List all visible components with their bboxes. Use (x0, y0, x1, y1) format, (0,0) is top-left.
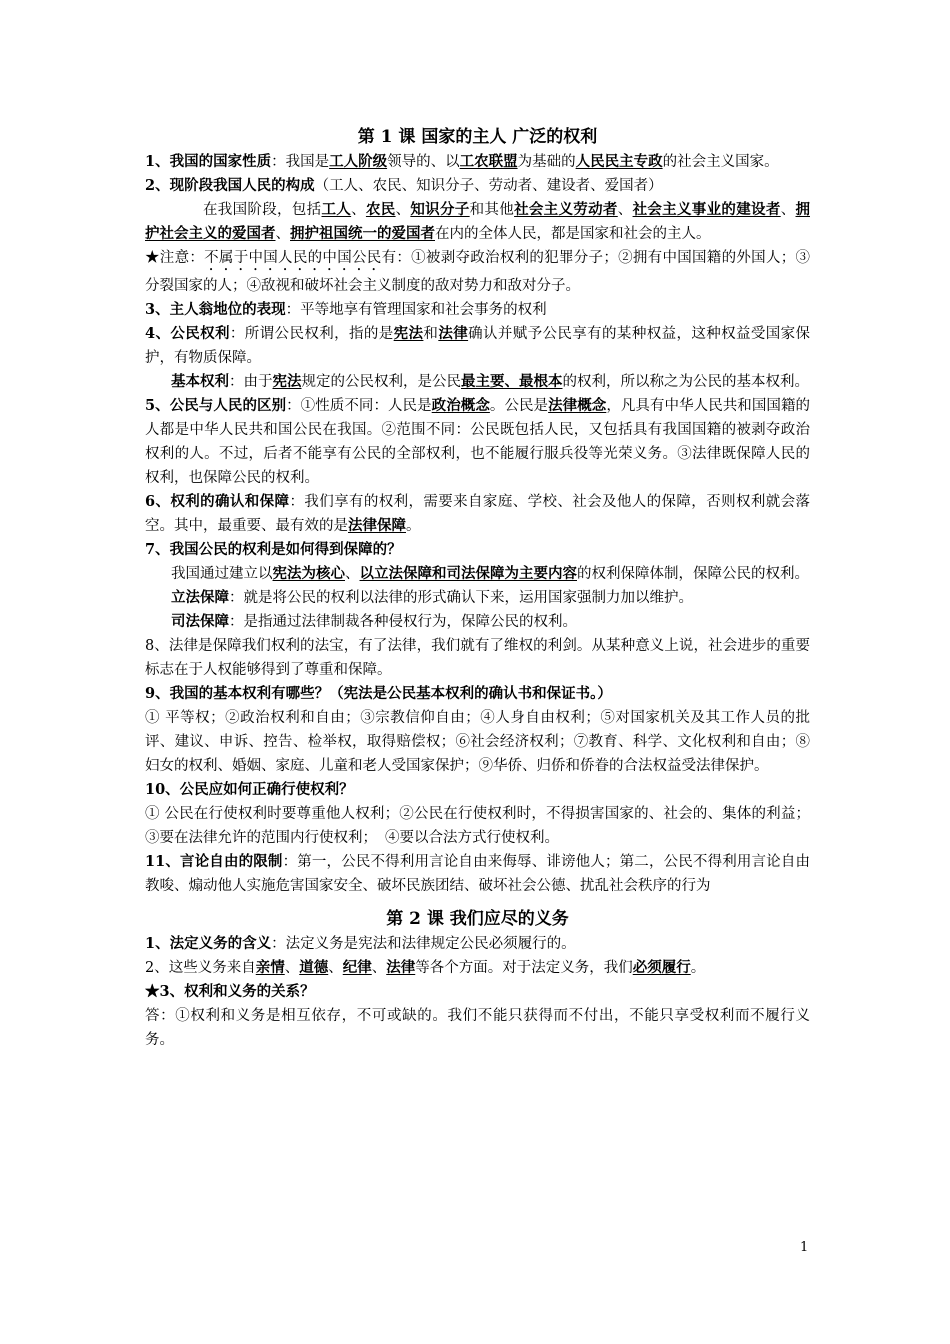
text: 、 (351, 202, 366, 218)
lesson2-title: 第 2 课 我们应尽的义务 (386, 909, 569, 929)
key-term: 法律 (386, 959, 416, 976)
text: ④要以合法方式行使权利。 (385, 830, 559, 846)
text: 规定的公民权利，是公民 (301, 374, 461, 390)
paragraph-rights-list: ① 平等权；②政治权利和自由；③宗教信仰自由；④人身自由权利；⑤对国家机关及其工作人员的批评、建议、申诉、控告、检举权，取得赔偿权；⑥社会经济权利；⑦教育、科学、文化权利和自由；⑧妇女的权利、婚姻、家庭、儿童和老人受国家保护；⑨华侨、归侨和侨眷的合法权益受法律保护。 (145, 710, 810, 774)
item-label: 1、我国的国家性质 (145, 153, 272, 170)
key-term: 宪法 (272, 373, 302, 390)
text: 。 (690, 960, 706, 976)
emphasized-text: 不属于中国人民的中国公民 (204, 250, 382, 266)
key-term: 政治概念 (431, 397, 490, 414)
paragraph-rights-duties-answer: 答：①权利和义务是相互依存，不可或缺的。我们不能只获得而不付出，不能只享受权利而不履行义务。 (145, 1008, 810, 1048)
heading-how-guaranteed: 7、我国公民的权利是如何得到保障的？ (145, 541, 402, 558)
item-label: 11、言论自由的限制 (145, 853, 283, 870)
text: ，凡具有中华人民共和国国籍的人都是中华人民共和国公民在我国。②范围不同：公民既包括人民，又包括具有我国国籍的被剥夺政治权利的人。不过，后者不能享有公民的全部权利，也不能履行服兵役等光荣义务。③法律既保障人民的权利，也保障公民的权利。 (145, 398, 811, 486)
item-label: 司法保障 (171, 613, 229, 630)
paragraph-note (145, 246, 810, 298)
item-label: 6、权利的确认和保障 (145, 493, 290, 510)
key-term: 必须履行 (632, 959, 691, 976)
text: ：法定义务是宪法和法律规定公民必须履行的。 (271, 936, 576, 952)
item-label: 1、法定义务的含义 (145, 935, 272, 952)
text: 我国通过建立以 (171, 566, 273, 582)
heading-exercise-rights: 10、公民应如何正确行使权利？ (145, 781, 354, 798)
text: 、 (395, 202, 411, 218)
key-term: 农民 (365, 201, 396, 218)
text: 、 (617, 202, 633, 218)
text: ：由于 (229, 374, 273, 390)
key-term: 法律保障 (348, 517, 406, 534)
text: 、 (780, 202, 796, 218)
item-label: 2、现阶段我国人民的构成 (145, 177, 315, 194)
paragraph-people-detail (145, 198, 810, 246)
text: ：所谓公民权利，指的是 (229, 326, 394, 342)
key-term: 宪法 (393, 325, 424, 342)
item-label: 立法保障 (171, 589, 229, 606)
paragraph-citizen-vs-people (145, 394, 810, 490)
text: 。公民是 (489, 398, 549, 414)
text: 、 (371, 960, 387, 976)
page-content (145, 124, 810, 1052)
item-label: 3、主人翁地位的表现 (145, 301, 286, 318)
key-term: 工人 (321, 201, 352, 218)
text: 2、这些义务来自 (145, 960, 256, 976)
text: 的社会主义国家。 (662, 154, 779, 170)
key-term: 知识分子 (410, 201, 470, 218)
text: ★注意： (145, 250, 205, 266)
paragraph-exercise-rights (145, 802, 810, 850)
heading-rights-duties-relation: ★3、权利和义务的关系？ (145, 983, 315, 1000)
key-term: 法律概念 (548, 397, 607, 414)
paragraph-law-weapon: 8、法律是保障我们权利的法宝，有了法律，我们就有了维权的利剑。从某种意义上说，社会进步的重要标志在于人权能够得到了尊重和保障。 (145, 638, 810, 678)
text: 的权利，所以称之为公民的基本权利。 (562, 374, 809, 390)
key-term: 亲情 (255, 959, 285, 976)
paragraph-national-nature (145, 150, 810, 174)
text: ：我们享有的权利，需要来自家庭、学校、社会及他人的保障，否则权利就会落空。其中，最重要、最有效的是 (145, 494, 810, 534)
text: 等各个方面。对于法定义务，我们 (415, 960, 633, 976)
key-term: 以立法保障和司法保障为主要内容 (359, 565, 577, 582)
key-term: 工人阶级 (329, 153, 388, 170)
text: 为基础的 (517, 154, 576, 170)
paragraph-duty-sources (145, 956, 810, 980)
paragraph-master-status (145, 298, 810, 322)
key-term: 人民民主专政 (575, 153, 663, 170)
paragraph-people-composition (145, 174, 810, 198)
paragraph-rights-guarantee (145, 490, 810, 538)
heading-basic-rights-list: 9、我国的基本权利有哪些？（宪法是公民基本权利的确认书和保证书。） (145, 685, 612, 702)
paragraph-judicial-guarantee (145, 610, 810, 634)
text: 、 (275, 226, 290, 242)
text: 在内的全体人民，都是国家和社会的主人。 (435, 226, 711, 242)
text: （工人、农民、知识分子、劳动者、建设者、爱国者） (314, 178, 663, 194)
text: 的权利保障体制，保障公民的权利。 (577, 566, 809, 582)
page-number: 1 (800, 1240, 809, 1255)
text: ① 公民在行使权利时要尊重他人权利；②公民在行使权利时，不得损害国家的、社会的、集体的利益；③要在法律允许的范围内行使权利； (145, 806, 810, 846)
paragraph-guarantee-system (145, 562, 810, 586)
key-term: 社会主义事业的建设者 (632, 201, 781, 218)
item-label: 5、公民与人民的区别 (145, 397, 287, 414)
key-term: 法律 (438, 325, 469, 342)
text: 在我国阶段，包括 (203, 202, 322, 218)
text: ：平等地享有管理国家和社会事务的权利 (285, 302, 547, 318)
paragraph-basic-rights (145, 370, 810, 394)
text: 、 (284, 960, 300, 976)
key-term: 纪律 (342, 959, 372, 976)
text: 和其他 (469, 202, 515, 218)
key-term: 道德 (299, 959, 329, 976)
paragraph-legal-duty (145, 932, 810, 956)
text: 确认并赋予公民享有的某种权益，这种权益受国家保护，有物质保障。 (145, 326, 811, 366)
text: 、 (345, 566, 360, 582)
item-label: 4、公民权利 (145, 325, 230, 342)
text: 领导的、以 (387, 154, 460, 170)
text: 和 (423, 326, 439, 342)
key-term: 拥护社会主义的爱国者 (145, 201, 810, 242)
paragraph-speech-limits (145, 850, 810, 898)
key-term: 社会主义劳动者 (514, 201, 618, 218)
paragraph-citizen-rights (145, 322, 810, 370)
text: ：①性质不同：人民是 (286, 398, 432, 414)
key-term: 拥护祖国统一的爱国者 (290, 225, 435, 242)
key-term: 最主要、最根本 (461, 373, 563, 390)
text: 有：①被剥夺政治权利的犯罪分子；②拥有中国国籍的外国人；③分裂国家的人；④敌视和破坏社会主义制度的敌对势力和敌对分子。 (145, 250, 811, 294)
text: 。 (406, 518, 421, 534)
text: ：就是将公民的权利以法律的形式确认下来，运用国家强制力加以维护。 (229, 590, 693, 606)
text: ：是指通过法律制裁各种侵权行为，保障公民的权利。 (229, 614, 577, 630)
paragraph-legislative-guarantee (145, 586, 810, 610)
key-term: 宪法为核心 (272, 565, 345, 582)
text: 、 (328, 960, 343, 976)
item-label: 基本权利 (171, 373, 229, 390)
text: ：第一，公民不得利用言论自由来侮辱、诽谤他人；第二，公民不得利用言论自由教唆、煽动他人实施危害国家安全、破坏民族团结、破坏社会公德、扰乱社会秩序的行为 (145, 854, 810, 894)
key-term: 工农联盟 (459, 153, 518, 170)
text: ：我国是 (271, 154, 330, 170)
lesson1-title: 第 1 课 国家的主人 广泛的权利 (357, 127, 598, 147)
